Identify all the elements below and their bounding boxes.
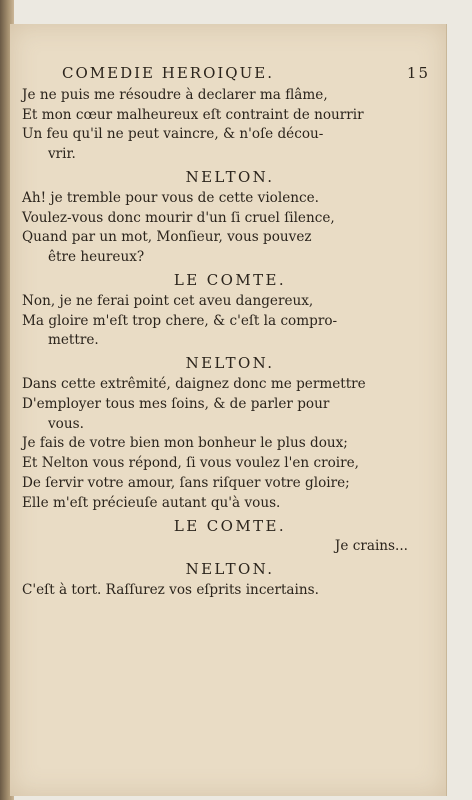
verse-line-continuation: vous. [48,415,84,432]
verse-line: C'eſt à tort. Raſſurez vos eſprits incertains. [22,581,319,598]
verse-line: Dans cette extrêmité, daignez donc me permettre [22,375,366,392]
verse-line: Je ne puis me résoudre à declarer ma flâme, [22,86,328,103]
verse-line: Et Nelton vous répond, ſi vous voulez l'en croire, [22,455,359,472]
speaker-name: LE COMTE. [173,516,287,535]
book-page [10,24,447,796]
verse-line-continuation: vrir. [48,146,76,163]
verse-line: Voulez-vous donc mourir d'un ſi cruel ſilence, [22,209,335,226]
verse-line: Elle m'eſt précieuſe autant qu'à vous. [22,494,281,511]
verse-line: De ſervir votre amour, ſans riſquer votre gloire; [22,474,350,491]
verse-line: Ah! je tremble pour vous de cette violence. [22,189,319,206]
verse-line: Un feu qu'il ne peut vaincre, & n'oſe décou- [22,126,324,143]
verse-line: Quand par un mot, Monſieur, vous pouvez [22,229,312,246]
verse-line: Non, je ne ferai point cet aveu dangereux, [22,292,314,309]
running-header [62,64,438,84]
page-text [22,64,438,601]
page-number: 15 [406,64,430,82]
verse-line: Ma gloire m'eſt trop chere, & c'eſt la compro- [22,312,338,329]
verse-line-right: Je crains... [334,538,408,555]
verse-line: Et mon cœur malheureux eſt contraint de nourrir [22,106,364,123]
speaker-name: LE COMTE. [173,270,287,289]
speaker-name: NELTON. [185,167,275,186]
running-title: COMEDIE HEROIQUE. [62,64,274,82]
verse-line: Je fais de votre bien mon bonheur le plus doux; [22,435,348,452]
speaker-name: NELTON. [185,354,275,373]
verse-line-continuation: mettre. [48,332,99,349]
verse-line-continuation: être heureux? [48,249,145,266]
speaker-name: NELTON. [185,560,275,579]
verse-line: D'employer tous mes ſoins, & de parler pour [22,395,330,412]
